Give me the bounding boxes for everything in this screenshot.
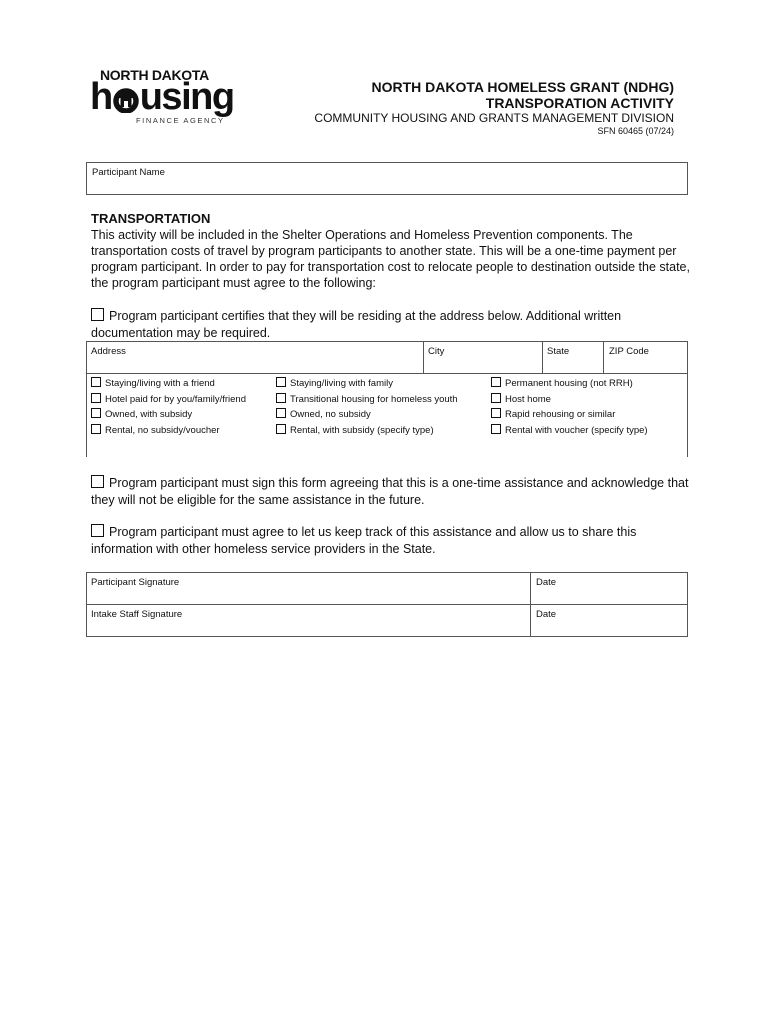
- staff-date-label: Date: [536, 609, 557, 620]
- certification-1: [91, 308, 691, 341]
- participant-signature-label: Participant Signature: [91, 577, 180, 588]
- logo-word-rest: using: [139, 76, 234, 118]
- participant-date-field[interactable]: [531, 573, 687, 604]
- logo-subtext: FINANCE AGENCY: [136, 116, 225, 125]
- staff-signature-label: Intake Staff Signature: [91, 609, 183, 620]
- agency-logo: [90, 68, 265, 130]
- option-friend[interactable]: Staying/living with a friend: [91, 377, 215, 389]
- checkbox[interactable]: [276, 393, 286, 403]
- option-permanent-housing[interactable]: Permanent housing (not RRH): [491, 377, 633, 389]
- checkbox[interactable]: [276, 377, 286, 387]
- section-paragraph: This activity will be included in the Shelter Operations and Homeless Prevention components. The transportation costs of travel by program participants to another state. This will be a one-time payment per program participant. In order to pay for transportation cost to relocate people to destination outside the state, the program participant must agree to the following:: [91, 228, 690, 290]
- certification-3-text: Program participant must agree to let us keep track of this assistance and allow us to share this information with other homeless service providers in the State.: [91, 525, 637, 556]
- certification-1-checkbox[interactable]: [91, 308, 104, 321]
- checkbox[interactable]: [91, 424, 101, 434]
- option-owned-subsidy[interactable]: Owned, with subsidy: [91, 408, 192, 420]
- section-title: TRANSPORTATION: [91, 211, 211, 226]
- city-label: City: [428, 346, 445, 357]
- option-family[interactable]: Staying/living with family: [276, 377, 393, 389]
- checkbox[interactable]: [491, 408, 501, 418]
- option-rental-subsidy[interactable]: Rental, with subsidy (specify type): [276, 424, 434, 436]
- house-icon: [112, 81, 140, 113]
- certification-1-text: Program participant certifies that they will be residing at the address below. Additional written documentation may be required.: [91, 309, 622, 340]
- address-label: Address: [91, 346, 126, 357]
- address-table: [86, 341, 688, 457]
- option-host-home[interactable]: Host home: [491, 393, 551, 405]
- option-rapid-rehousing[interactable]: Rapid rehousing or similar: [491, 408, 615, 420]
- checkbox[interactable]: [276, 424, 286, 434]
- state-label: State: [547, 346, 570, 357]
- participant-signature-field[interactable]: [87, 573, 530, 604]
- option-hotel[interactable]: Hotel paid for by you/family/friend: [91, 393, 246, 405]
- certification-2-checkbox[interactable]: [91, 475, 104, 488]
- certification-3-checkbox[interactable]: [91, 524, 104, 537]
- form-title: NORTH DAKOTA HOMELESS GRANT (NDHG): [371, 79, 674, 95]
- option-rental-voucher[interactable]: Rental with voucher (specify type): [491, 424, 648, 436]
- checkbox[interactable]: [491, 377, 501, 387]
- certification-2-text: Program participant must sign this form agreeing that this is a one-time assistance and acknowledge that they will not be eligible for the same assistance in the future.: [91, 476, 689, 507]
- checkbox[interactable]: [276, 408, 286, 418]
- logo-word-first: h: [90, 76, 112, 118]
- participant-date-label: Date: [536, 577, 557, 588]
- checkbox[interactable]: [91, 377, 101, 387]
- certification-3: [91, 524, 691, 557]
- checkbox[interactable]: [91, 393, 101, 403]
- option-owned-no-subsidy[interactable]: Owned, no subsidy: [276, 408, 371, 420]
- logo-wordmark: [90, 76, 234, 118]
- checkbox[interactable]: [91, 408, 101, 418]
- logo-top-text: NORTH DAKOTA: [100, 67, 209, 83]
- form-number: SFN 60465 (07/24): [597, 126, 674, 136]
- checkbox[interactable]: [491, 424, 501, 434]
- participant-name-label: Participant Name: [92, 167, 165, 178]
- division-name: COMMUNITY HOUSING AND GRANTS MANAGEMENT DIVISION: [314, 111, 674, 125]
- staff-date-field[interactable]: [531, 605, 687, 636]
- form-subtitle: TRANSPORATION ACTIVITY: [485, 95, 674, 111]
- staff-signature-field[interactable]: [87, 605, 530, 636]
- signature-table: [86, 572, 688, 637]
- checkbox[interactable]: [491, 393, 501, 403]
- option-transitional[interactable]: Transitional housing for homeless youth: [276, 393, 458, 405]
- zip-label: ZIP Code: [609, 346, 649, 357]
- option-rental-no-subsidy[interactable]: Rental, no subsidy/voucher: [91, 424, 220, 436]
- certification-2: [91, 475, 691, 508]
- participant-name-field[interactable]: [86, 162, 688, 195]
